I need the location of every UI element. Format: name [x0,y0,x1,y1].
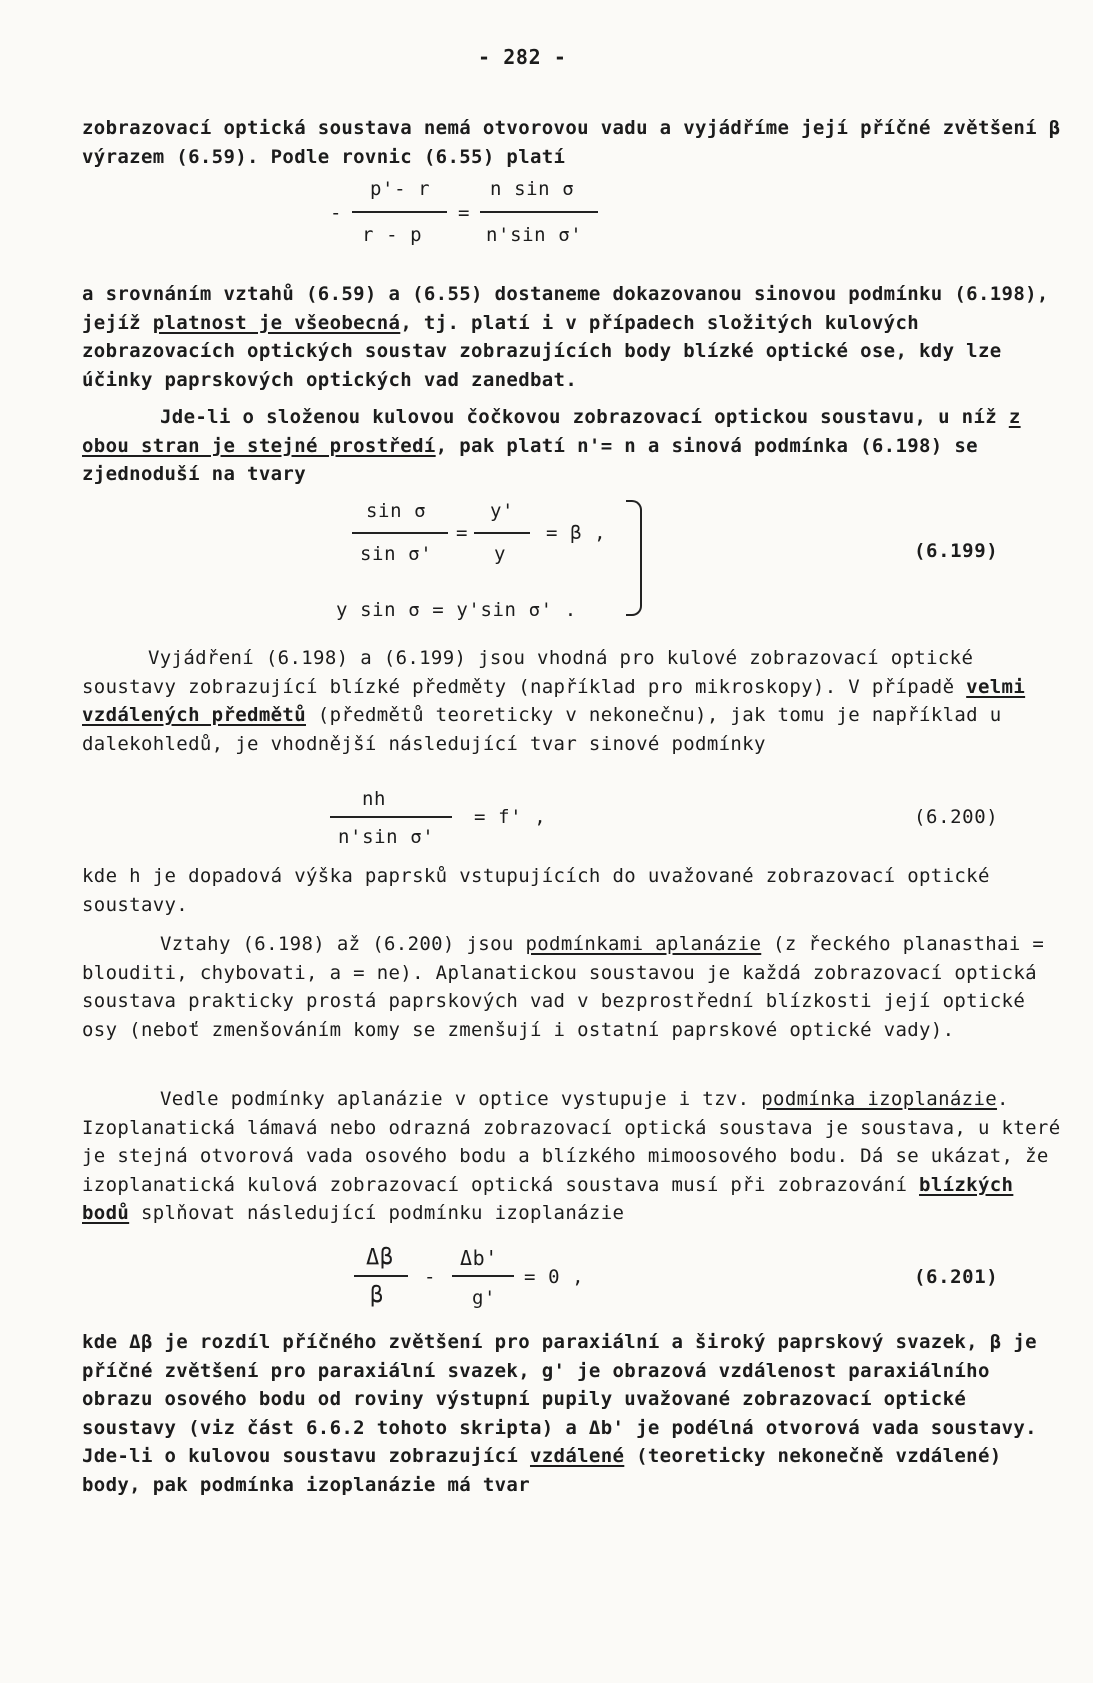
eq200-label: (6.200) [914,806,999,828]
eq201-num1: Δβ [366,1245,394,1270]
p8-underlined: vzdálené [529,1445,625,1467]
eq1-equals: = [458,202,471,224]
eq199-eq2: = β , [546,522,607,544]
eq201-bar1 [354,1275,408,1277]
eq199-line2: y sin σ = y'sin σ' . [336,599,577,621]
p6-text-a: Vztahy (6.198) až (6.200) jsou [160,933,526,955]
p7-text-c: splňovat následující podmínku izoplanázie [129,1202,625,1224]
p8-text-b: (teoreticky nekonečně vzdálené) body, pak podmínka izoplanázie má tvar [82,1445,1002,1496]
page-number: - 282 - [478,45,567,69]
eq201-den2: g' [472,1287,497,1309]
p2-underlined: platnost je všeobecná [152,311,401,334]
eq1-denominator-right: n'sin σ' [486,224,583,246]
eq199-brace [626,500,642,616]
eq199-label: (6.199) [914,540,999,562]
p6-text-b: (z řeckého planasthai = blouditi, chybovati, a = ne). Aplanatickou soustavou je každá zobrazovací optická soustava prakticky prostá paprskových vad v bezprostřední blízkosti její optické osy (neboť zmenšováním komy se zmenšují i ostatní paprskové optické vady). [82,933,1045,1041]
eq200-num: nh [362,788,387,810]
paragraph-7 [82,1085,1067,1228]
eq199-num1: sin σ [366,500,427,522]
eq199-num2: y' [490,500,515,522]
paragraph-8 [82,1328,1067,1499]
paragraph-4 [82,644,1067,758]
eq1-minus: - [330,202,343,224]
eq1-denominator-left: r - p [362,224,423,246]
paragraph-6 [82,930,1067,1044]
p7-underlined-2: blízkých bodů [82,1173,1014,1224]
p8-text-a: kde Δβ je rozdíl příčného zvětšení pro paraxiální a široký paprskový svazek, β je příčné zvětšení pro paraxiální svazek, g' je obrazová vzdálenost paraxiálního obrazu osového bodu od roviny výstupní pupily uvažované zobrazovací optické soustavy (viz část 6.6.2 tohoto skripta) a Δb' je podélná otvorová vada soustavy. Jde-li o kulovou soustavu zobrazující [82,1331,1037,1467]
eq1-fraction-bar-right [480,211,598,213]
paragraph-3 [82,403,1067,489]
eq1-numerator-right: n sin σ [490,178,575,200]
eq199-bar2 [474,532,530,534]
p4-text-a: Vyjádření (6.198) a (6.199) jsou vhodná pro kulové zobrazovací optické soustavy zobrazující blízké předměty (například pro mikroskopy). V případě [82,647,974,698]
p7-text-a: Vedle podmínky aplanázie v optice vystupuje i tzv. [160,1088,762,1110]
p4-text-b: (předmětů teoreticky v nekonečnu), jak tomu je například u dalekohledů, je vhodnější následující tvar sinové podmínky [82,704,1002,755]
p3-text-a: Jde-li o složenou kulovou čočkovou zobrazovací optickou soustavu, u níž [160,406,1009,428]
eq199-eq1: = [456,522,469,544]
p6-underlined: podmínkami aplanázie [525,933,762,955]
eq201-minus: - [424,1266,437,1288]
eq199-den1: sin σ' [360,543,433,565]
eq201-num2: Δb' [460,1246,498,1270]
eq199-den2: y [494,543,507,565]
p2-text-b: , tj. platí i v případech složitých kulových zobrazovacích optických soustav zobrazujících body blízké optické ose, kdy lze účinky paprskových optických vad zanedbat. [82,311,1002,391]
p4-underlined: velmi vzdálených předmětů [82,675,1026,726]
eq200-bar [330,816,452,818]
eq201-label: (6.201) [914,1266,999,1288]
eq200-den: n'sin σ' [338,826,435,848]
p7-text-b: . Izoplanatická lámavá nebo odrazná zobrazovací optická soustava je soustava, u které je stejná otvorová vada osového bodu a blízkého mimoosového bodu. Dá se ukázat, že izoplanatická kulová zobrazovací optická soustava musí při zobrazování [82,1088,1061,1196]
paragraph-5: kde h je dopadová výška paprsků vstupujících do uvažované zobrazovací optické soustavy. [82,865,990,916]
eq201-rhs: = 0 , [524,1266,585,1288]
eq1-fraction-bar-left [352,211,447,213]
paragraph-1: zobrazovací optická soustava nemá otvorovou vadu a vyjádříme její příčné zvětšení β výrazem (6.59). Podle rovnic (6.55) platí [82,117,1061,168]
eq201-bar2 [452,1275,514,1277]
p7-underlined-1: podmínka izoplanázie [761,1088,998,1110]
eq200-rhs: = f' , [474,806,547,828]
paragraph-2 [82,280,1067,394]
p3-text-b: , pak platí n'= n a sinová podmínka (6.198) se zjednoduší na tvary [82,434,978,485]
eq199-bar1 [352,532,448,534]
eq201-den1: β [370,1283,384,1308]
p3-underlined: z obou stran je stejné prostředí [82,406,1021,457]
eq1-numerator-left: p'- r [370,178,431,200]
p2-text-a: a srovnáním vztahů (6.59) a (6.55) dostaneme dokazovanou sinovou podmínku (6.198), jejíž [82,283,1049,334]
